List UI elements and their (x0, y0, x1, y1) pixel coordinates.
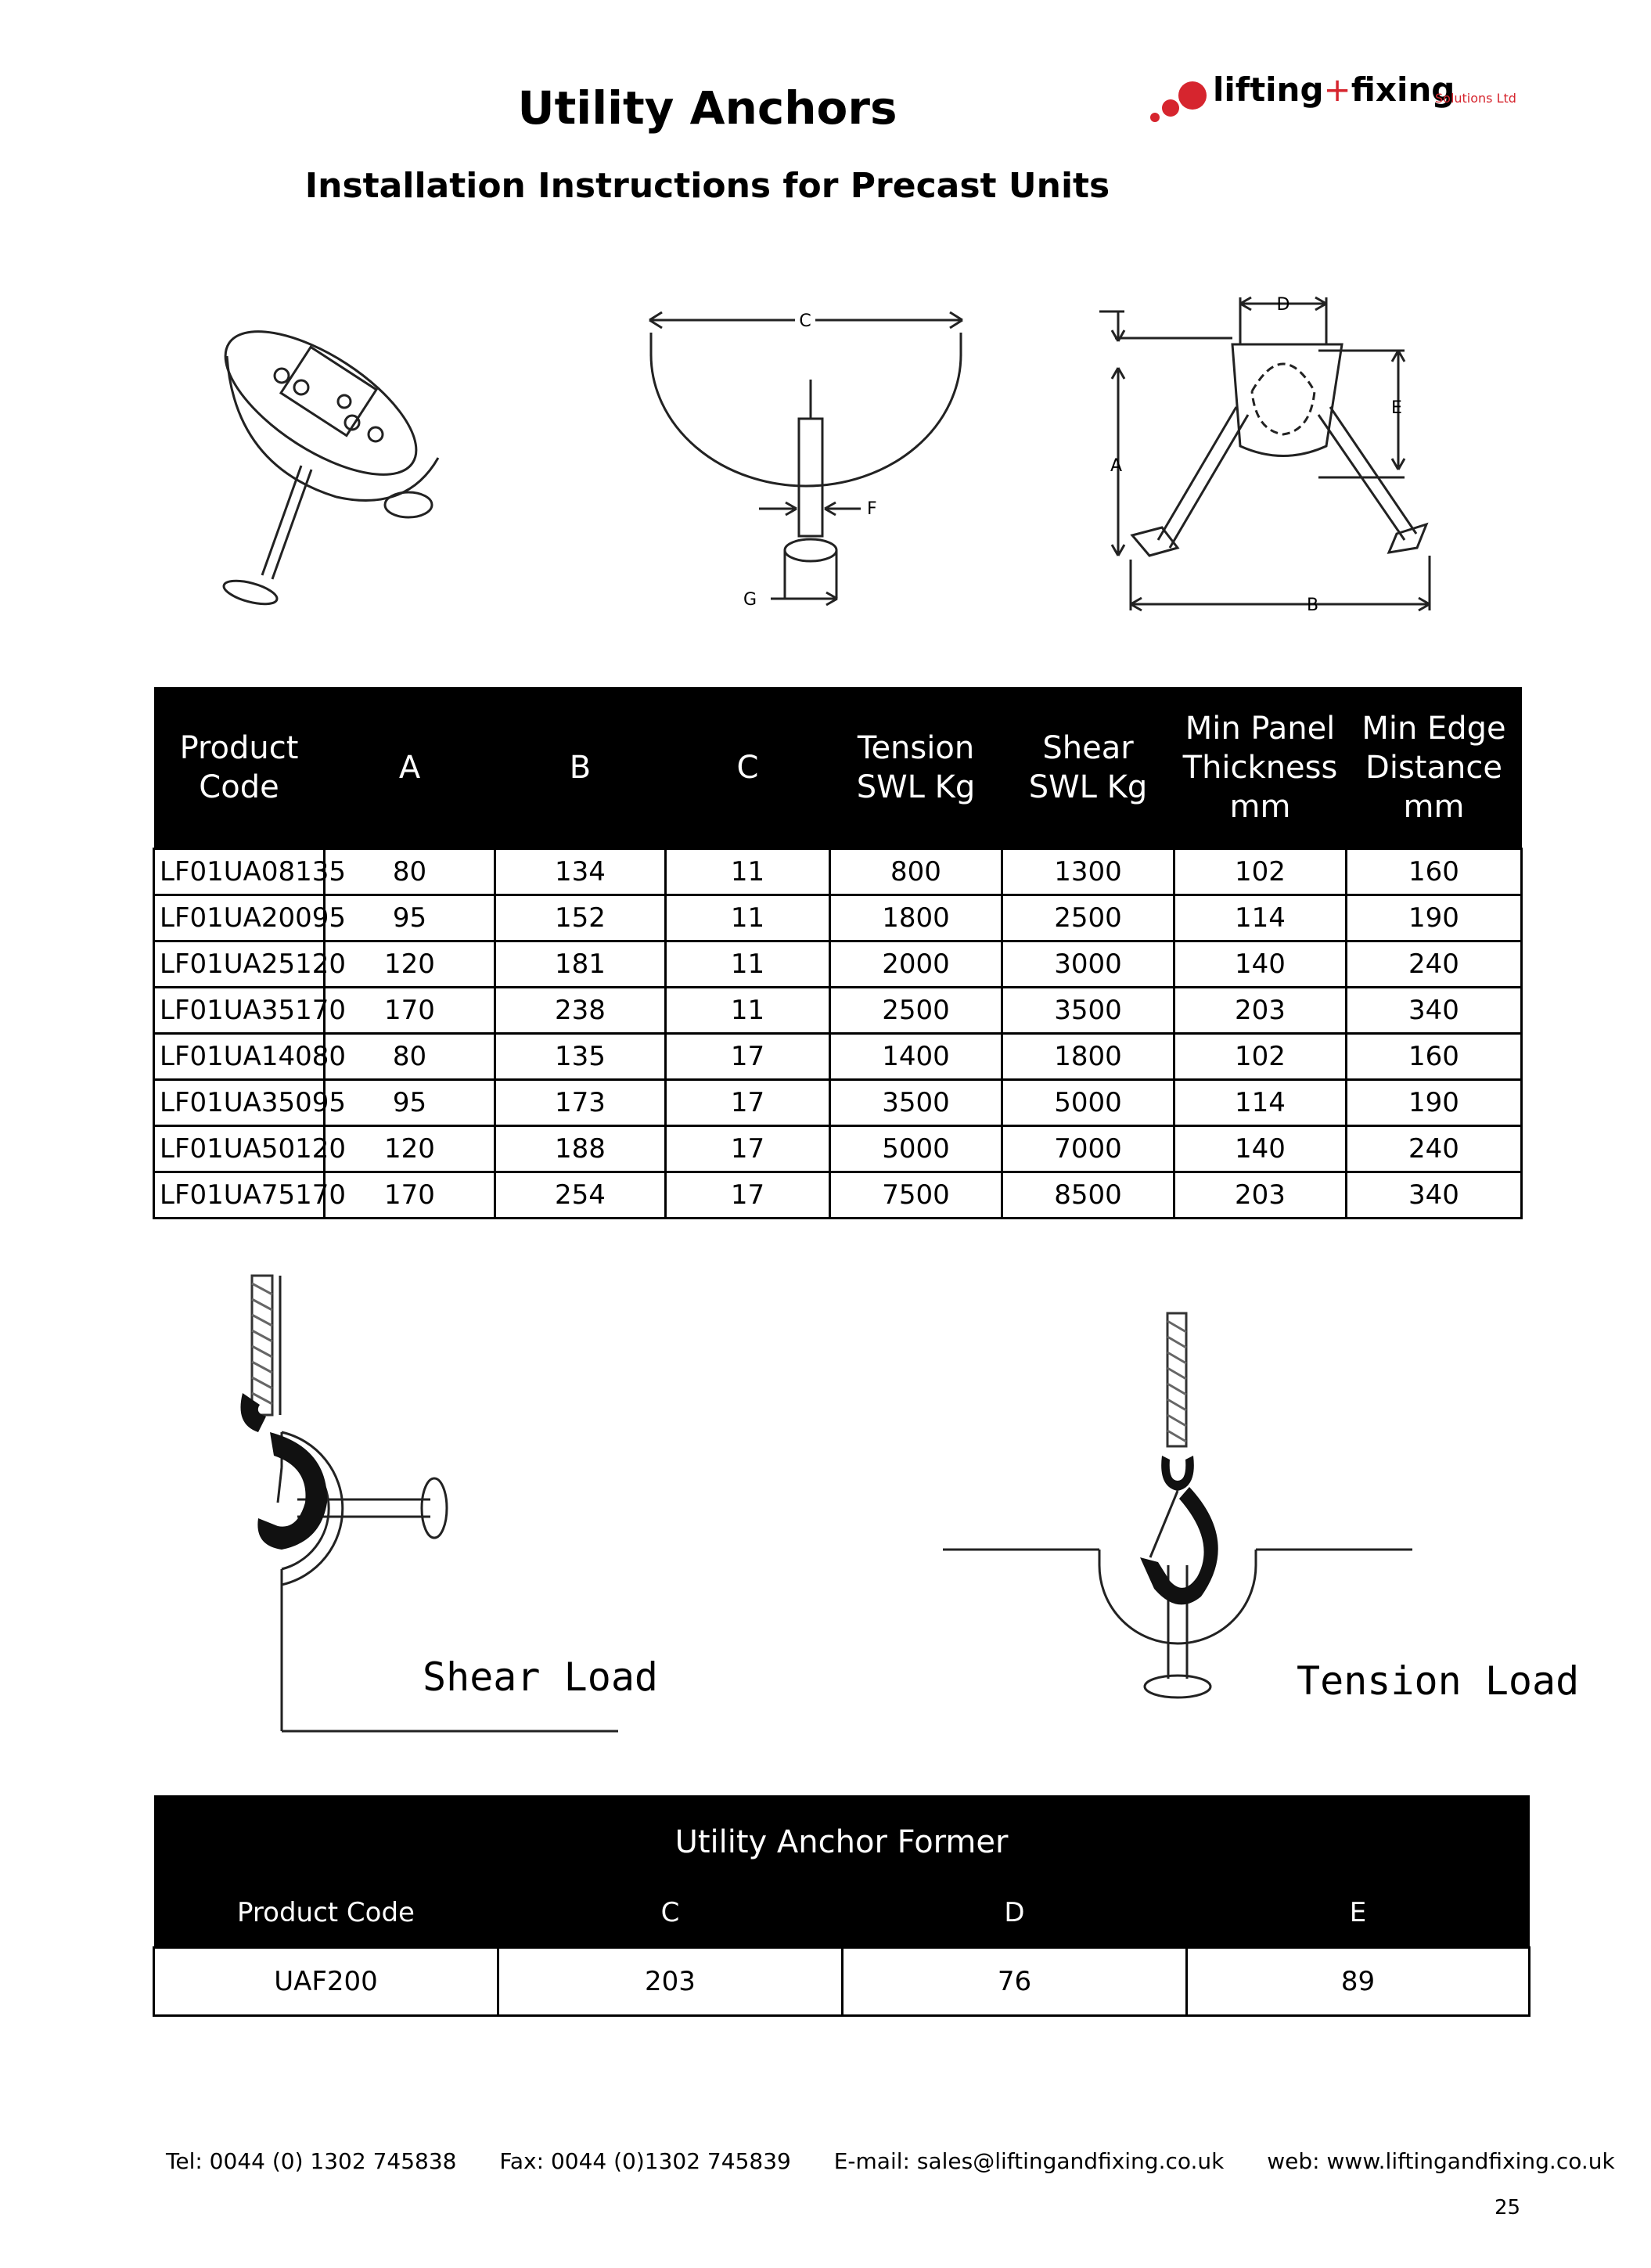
former-caption-row (154, 1795, 1530, 1879)
anchor-dimensions-drawing (1084, 290, 1459, 626)
header-b: B (495, 687, 666, 849)
table-cell: 1400 (830, 1034, 1002, 1080)
shear-load-drawing (227, 1268, 659, 1753)
logo-dots-icon (1144, 67, 1214, 138)
table-row (154, 941, 1522, 988)
table-cell: LF01UA14080 (154, 1034, 325, 1080)
table-cell: LF01UA75170 (154, 1172, 325, 1219)
table-cell: 5000 (830, 1126, 1002, 1172)
table-cell: 2500 (1002, 895, 1174, 941)
table-cell: 203 (1174, 988, 1347, 1034)
logo-wordmark: lifting+fixing (1213, 70, 1455, 109)
table-cell: 238 (495, 988, 666, 1034)
footer-fax: Fax: 0044 (0)1302 745839 (499, 2148, 791, 2174)
table-row (154, 895, 1522, 941)
table-cell: 340 (1347, 1172, 1522, 1219)
dimension-g-label: G (743, 590, 757, 610)
table-cell: 114 (1174, 1080, 1347, 1126)
table-cell: 188 (495, 1126, 666, 1172)
table-row (154, 988, 1522, 1034)
table-cell: 5000 (1002, 1080, 1174, 1126)
table-cell: 254 (495, 1172, 666, 1219)
table-row (154, 1126, 1522, 1172)
table-cell: 160 (1347, 1034, 1522, 1080)
table-cell: 11 (666, 895, 830, 941)
table-cell: 135 (495, 1034, 666, 1080)
table-cell: 203 (498, 1948, 843, 2016)
anchor-3d-drawing (203, 309, 469, 622)
table-cell: 1800 (830, 895, 1002, 941)
table-cell: 7000 (1002, 1126, 1174, 1172)
page-title: Utility Anchors (517, 81, 897, 135)
table-cell: 120 (325, 1126, 495, 1172)
table-cell: 17 (666, 1034, 830, 1080)
table-cell: 181 (495, 941, 666, 988)
anchor-front-drawing (642, 301, 978, 614)
header-c: C (498, 1879, 843, 1948)
tension-load-label: Tension Load (1297, 1658, 1580, 1704)
footer-web[interactable]: web: www.liftingandfixing.co.uk (1267, 2148, 1615, 2174)
table-cell: 170 (325, 988, 495, 1034)
table-cell: LF01UA20095 (154, 895, 325, 941)
table-cell: LF01UA35095 (154, 1080, 325, 1126)
table-cell: 102 (1174, 1034, 1347, 1080)
footer-tel: Tel: 0044 (0) 1302 745838 (166, 2148, 457, 2174)
table-cell: LF01UA08135 (154, 849, 325, 895)
table-cell: 80 (325, 849, 495, 895)
former-table (153, 1795, 1531, 2017)
header-product-code: Product Code (154, 1879, 498, 1948)
table-cell: 134 (495, 849, 666, 895)
table-cell: 140 (1174, 941, 1347, 988)
company-logo (1144, 67, 1520, 138)
table-cell: 114 (1174, 895, 1347, 941)
dimension-a-label: A (1110, 456, 1123, 476)
dimension-f-label: F (867, 499, 877, 519)
table-cell: LF01UA50120 (154, 1126, 325, 1172)
tension-load-drawing (935, 1307, 1580, 1714)
table-cell: 160 (1347, 849, 1522, 895)
table-cell: 11 (666, 849, 830, 895)
page-number: 25 (1495, 2196, 1521, 2219)
table-cell: 3500 (1002, 988, 1174, 1034)
table-cell: 140 (1174, 1126, 1347, 1172)
logo-suffix: Solutions Ltd (1435, 91, 1516, 106)
header-product-code: Product Code (154, 687, 325, 849)
table-cell: LF01UA25120 (154, 941, 325, 988)
table-cell: 11 (666, 941, 830, 988)
table-cell: 17 (666, 1126, 830, 1172)
table-cell: 203 (1174, 1172, 1347, 1219)
table-cell: 11 (666, 988, 830, 1034)
table-cell: 152 (495, 895, 666, 941)
table-cell: 1300 (1002, 849, 1174, 895)
table-cell: 240 (1347, 1126, 1522, 1172)
table-cell: LF01UA35170 (154, 988, 325, 1034)
table-row (154, 1034, 1522, 1080)
table-cell: 2500 (830, 988, 1002, 1034)
header-min-panel-thickness: Min Panel Thickness mm (1174, 687, 1347, 849)
header-c: C (666, 687, 830, 849)
table-cell: 8500 (1002, 1172, 1174, 1219)
table-cell: 120 (325, 941, 495, 988)
table-row (154, 1948, 1530, 2016)
header-e: E (1187, 1879, 1530, 1948)
dimension-e-label: E (1391, 398, 1402, 418)
dimension-c-label: C (799, 311, 811, 331)
table-row (154, 1172, 1522, 1219)
dimension-d-label: D (1276, 295, 1290, 315)
table-cell: 89 (1187, 1948, 1530, 2016)
table-cell: 190 (1347, 1080, 1522, 1126)
table-cell: 80 (325, 1034, 495, 1080)
header-tension-swl: Tension SWL Kg (830, 687, 1002, 849)
spec-header-row (154, 687, 1522, 849)
table-cell: 17 (666, 1172, 830, 1219)
table-cell: 3500 (830, 1080, 1002, 1126)
table-cell: 170 (325, 1172, 495, 1219)
header-d: D (843, 1879, 1187, 1948)
table-cell: 190 (1347, 895, 1522, 941)
table-cell: 1800 (1002, 1034, 1174, 1080)
table-cell: 340 (1347, 988, 1522, 1034)
footer-email[interactable]: E-mail: sales@liftingandfixing.co.uk (833, 2148, 1225, 2174)
table-cell: UAF200 (154, 1948, 498, 2016)
header-min-edge-distance: Min Edge Distance mm (1347, 687, 1522, 849)
former-table-caption: Utility Anchor Former (154, 1795, 1530, 1879)
former-header-row (154, 1879, 1530, 1948)
header-shear-swl: Shear SWL Kg (1002, 687, 1174, 849)
anchor-spec-table (153, 687, 1523, 1219)
table-cell: 102 (1174, 849, 1347, 895)
table-cell: 76 (843, 1948, 1187, 2016)
table-cell: 95 (325, 1080, 495, 1126)
table-cell: 7500 (830, 1172, 1002, 1219)
table-row (154, 849, 1522, 895)
table-cell: 17 (666, 1080, 830, 1126)
table-row (154, 1080, 1522, 1126)
table-cell: 95 (325, 895, 495, 941)
table-cell: 3000 (1002, 941, 1174, 988)
footer-contact (166, 2148, 1651, 2174)
table-cell: 173 (495, 1080, 666, 1126)
page-subtitle: Installation Instructions for Precast Units (304, 166, 1110, 206)
table-cell: 240 (1347, 941, 1522, 988)
table-cell: 800 (830, 849, 1002, 895)
shear-load-label: Shear Load (423, 1654, 659, 1700)
header-a: A (325, 687, 495, 849)
table-cell: 2000 (830, 941, 1002, 988)
dimension-b-label: B (1307, 596, 1319, 615)
